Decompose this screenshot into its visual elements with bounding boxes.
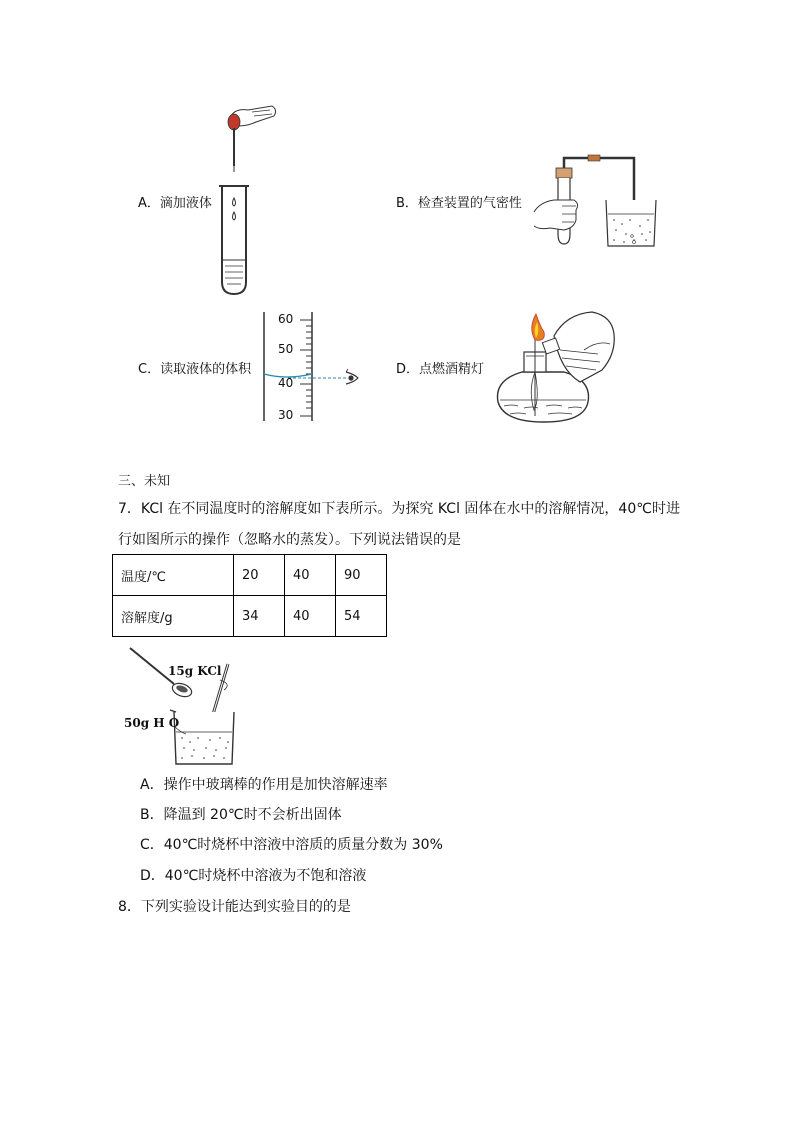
table-header-temperature: 温度/℃ bbox=[113, 555, 234, 596]
table-cell: 90 bbox=[336, 555, 387, 596]
section-title: 三、未知 bbox=[118, 474, 171, 489]
cylinder-tick-50: 50 bbox=[278, 342, 294, 356]
cylinder-tick-60: 60 bbox=[278, 312, 294, 326]
q7-option-d: D．40℃时烧杯中溶液为不饱和溶液 bbox=[140, 868, 367, 884]
table-row bbox=[113, 555, 387, 596]
table-row bbox=[113, 596, 387, 637]
alcohol-lamp-figure bbox=[488, 310, 618, 428]
q8-line-1: 8．下列实验设计能达到实验目的的是 bbox=[118, 899, 351, 915]
dissolving-kcl-figure bbox=[124, 640, 244, 770]
option-d-label: D．点燃酒精灯 bbox=[396, 362, 485, 377]
table-cell: 40 bbox=[285, 596, 336, 637]
table-cell: 34 bbox=[234, 596, 285, 637]
q7-option-b: B．降温到 20℃时不会析出固体 bbox=[140, 807, 342, 823]
table-cell: 54 bbox=[336, 596, 387, 637]
table-header-solubility: 溶解度/g bbox=[113, 596, 234, 637]
q7-line-2: 行如图所示的操作（忽略水的蒸发）。下列说法错误的是 bbox=[118, 532, 461, 548]
cylinder-tick-30: 30 bbox=[278, 408, 294, 422]
kcl-label: 15g KCl bbox=[168, 664, 222, 678]
table-cell: 40 bbox=[285, 555, 336, 596]
dropper-test-tube-figure bbox=[212, 100, 282, 300]
airtightness-check-figure bbox=[530, 150, 660, 250]
solubility-table bbox=[112, 554, 387, 637]
q7-option-c: C．40℃时烧杯中溶液中溶质的质量分数为 30% bbox=[140, 837, 443, 853]
table-cell: 20 bbox=[234, 555, 285, 596]
water-label: 50g H O bbox=[124, 716, 180, 730]
option-c-label: C．读取液体的体积 bbox=[138, 362, 252, 377]
q7-line-1: 7．KCl 在不同温度时的溶解度如下表所示。为探究 KCl 固体在水中的溶解情况，40℃时进 bbox=[118, 501, 680, 517]
option-b-label: B．检查装置的气密性 bbox=[396, 196, 522, 211]
q7-option-a: A．操作中玻璃棒的作用是加快溶解速率 bbox=[140, 777, 388, 793]
option-a-label: A．滴加液体 bbox=[138, 196, 212, 211]
cylinder-tick-40: 40 bbox=[278, 376, 294, 390]
